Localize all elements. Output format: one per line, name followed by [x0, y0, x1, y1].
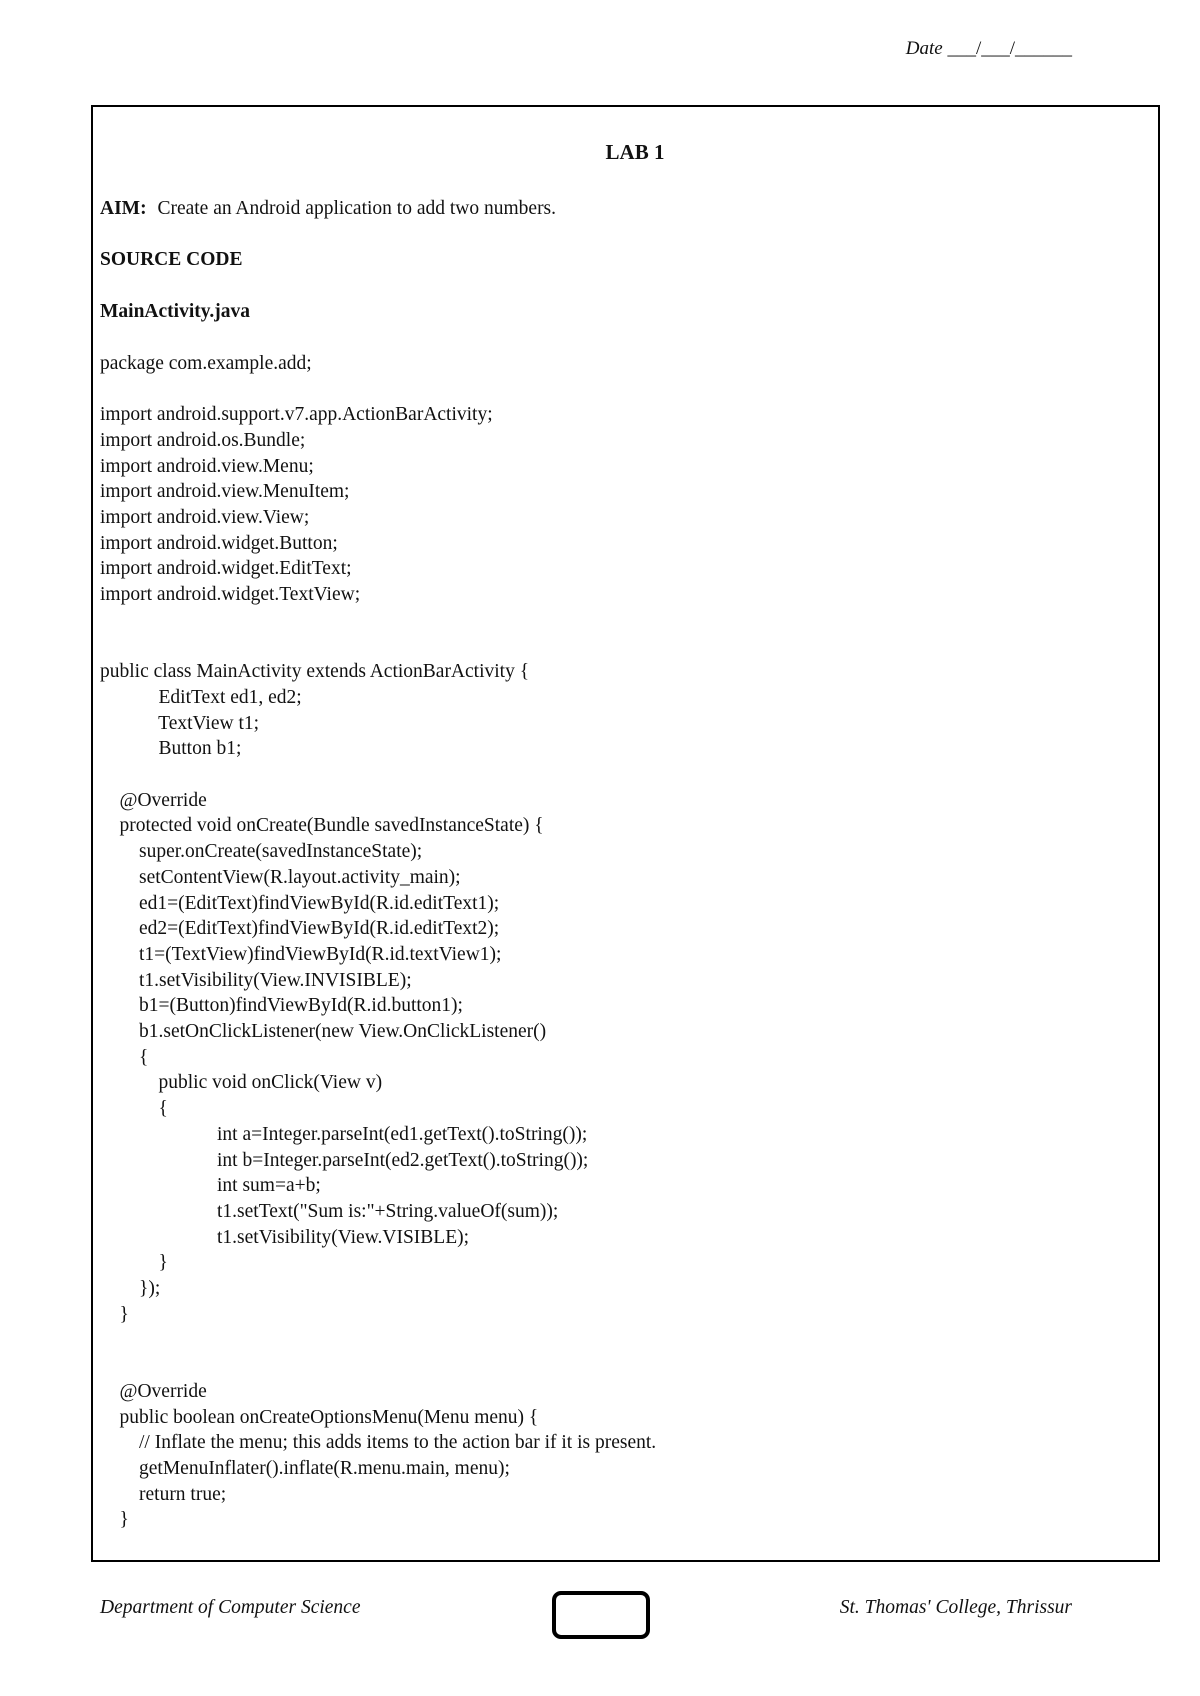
- code-line: Button b1;: [100, 738, 242, 760]
- code-line: }: [100, 1252, 168, 1274]
- code-line: }: [100, 1509, 129, 1531]
- aim-statement: [100, 196, 1140, 222]
- code-line: });: [100, 1278, 161, 1300]
- code-line: return true;: [100, 1483, 227, 1505]
- code-line: int a=Integer.parseInt(ed1.getText().toString());: [100, 1123, 588, 1145]
- code-line: b1=(Button)findViewById(R.id.button1);: [100, 995, 463, 1017]
- file-name-heading: MainActivity.java: [100, 301, 251, 323]
- code-line: {: [100, 1046, 149, 1068]
- code-line: import android.os.Bundle;: [100, 429, 306, 451]
- document-body: [100, 106, 1140, 1533]
- code-line: b1.setOnClickListener(new View.OnClickListener(): [100, 1021, 547, 1043]
- code-line: TextView t1;: [100, 712, 260, 734]
- code-line: import android.view.View;: [100, 507, 310, 529]
- code-line: public boolean onCreateOptionsMenu(Menu menu) {: [100, 1406, 539, 1428]
- date-label: Date: [905, 38, 943, 59]
- code-line: int b=Integer.parseInt(ed2.getText().toString());: [100, 1149, 589, 1171]
- code-line: ed2=(EditText)findViewById(R.id.editText2);: [100, 918, 500, 940]
- code-line: [100, 762, 1140, 788]
- code-line: t1.setVisibility(View.INVISIBLE);: [100, 969, 412, 991]
- code-line: int sum=a+b;: [100, 1175, 321, 1197]
- code-line: ed1=(EditText)findViewById(R.id.editText1);: [100, 892, 500, 914]
- page-number-box: [552, 1591, 650, 1639]
- code-line: super.onCreate(savedInstanceState);: [100, 841, 423, 863]
- footer-college: St. Thomas' College, Thrissur: [839, 1597, 1072, 1618]
- code-line: setContentView(R.layout.activity_main);: [100, 866, 461, 888]
- code-line: import android.widget.Button;: [100, 532, 338, 554]
- code-line: public void onClick(View v): [100, 1072, 383, 1094]
- source-code-heading: SOURCE CODE: [100, 249, 243, 271]
- code-line: @Override: [100, 1380, 207, 1402]
- footer-department: Department of Computer Science: [100, 1597, 361, 1618]
- code-line: @Override: [100, 789, 207, 811]
- code-line: import android.support.v7.app.ActionBarActivity;: [100, 404, 493, 426]
- code-line: import android.widget.TextView;: [100, 584, 361, 606]
- code-line: EditText ed1, ed2;: [100, 686, 302, 708]
- code-line: t1.setText("Sum is:"+String.valueOf(sum));: [100, 1200, 559, 1222]
- code-line: t1.setVisibility(View.VISIBLE);: [100, 1226, 470, 1248]
- code-line: import android.view.MenuItem;: [100, 481, 350, 503]
- code-line: import android.view.Menu;: [100, 455, 314, 477]
- code-line: getMenuInflater().inflate(R.menu.main, menu);: [100, 1457, 510, 1479]
- code-line: [100, 1353, 1140, 1379]
- aim-text: Create an Android application to add two numbers.: [157, 197, 557, 219]
- code-line: protected void onCreate(Bundle savedInstanceState) {: [100, 815, 544, 837]
- code-line: [100, 377, 1140, 403]
- code-line: [100, 1327, 1140, 1353]
- code-block: [100, 351, 1140, 1533]
- date-field: [906, 38, 1072, 60]
- code-line: t1=(TextView)findViewById(R.id.textView1);: [100, 943, 502, 965]
- date-blanks: ___/___/______: [947, 38, 1072, 59]
- code-line: }: [100, 1303, 129, 1325]
- code-line: package com.example.add;: [100, 352, 312, 374]
- code-line: public class MainActivity extends ActionBarActivity {: [100, 661, 530, 683]
- code-line: {: [100, 1098, 168, 1120]
- lab-title: LAB 1: [605, 140, 665, 164]
- code-line: [100, 608, 1140, 634]
- code-line: // Inflate the menu; this adds items to the action bar if it is present.: [100, 1432, 657, 1454]
- aim-label: AIM:: [100, 197, 147, 219]
- code-line: import android.widget.EditText;: [100, 558, 352, 580]
- code-line: [100, 634, 1140, 660]
